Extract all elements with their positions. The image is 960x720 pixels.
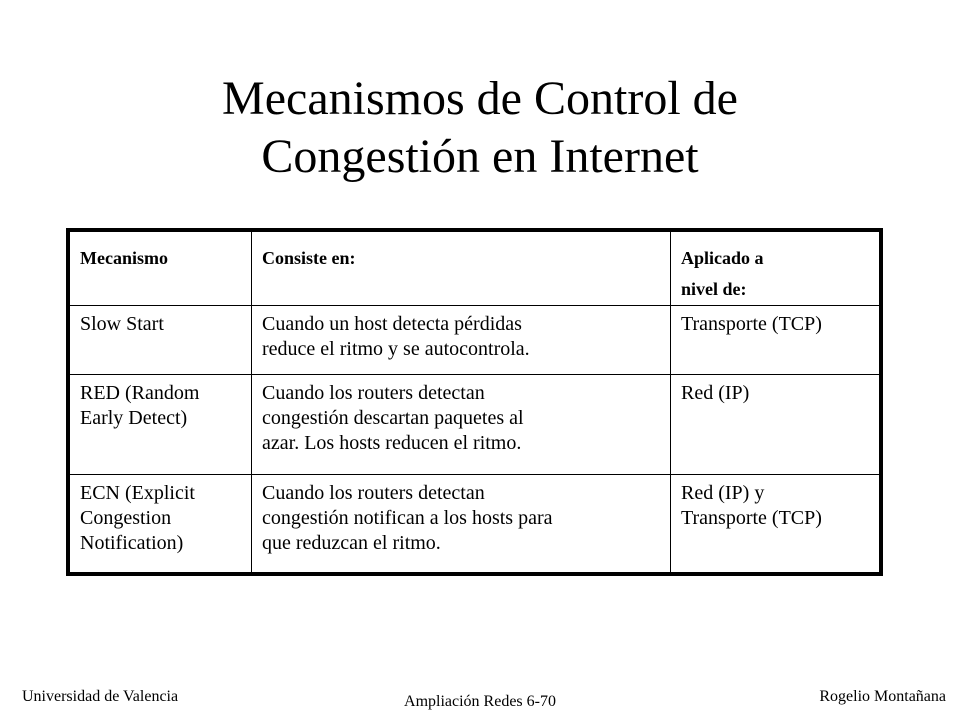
cell-line: Transporte (TCP) [681,507,822,529]
cell-line: congestión notifican a los hosts para [262,507,553,529]
table-header-row [70,232,880,306]
cell-line: Red (IP) [681,382,750,404]
slide-title [0,70,960,186]
footer-university: Universidad de Valencia [22,688,179,705]
cell-line: reduce el ritmo y se autocontrola. [262,338,530,360]
cell-line: Red (IP) y [681,482,765,504]
cell-description [252,475,671,573]
cell-level [671,306,880,375]
table-row [70,475,880,573]
cell-description [252,375,671,475]
table-row [70,375,880,475]
cell-level [671,475,880,573]
cell-mechanism [70,475,252,573]
cell-line: azar. Los hosts reducen el ritmo. [262,432,522,454]
cell-mechanism [70,306,252,375]
header-level [671,232,880,306]
cell-line: Transporte (TCP) [681,313,822,335]
mechanisms-table [66,228,883,576]
cell-line: que reduzcan el ritmo. [262,532,441,554]
cell-line: Notification) [80,532,184,554]
cell-level [671,375,880,475]
cell-line: ECN (Explicit [80,482,195,504]
header-level-line-1: Aplicado a [681,248,764,268]
cell-line: Congestion [80,507,172,529]
cell-line: Slow Start [80,313,164,335]
cell-line: Cuando un host detecta pérdidas [262,313,522,335]
header-mechanism: Mecanismo [70,232,252,306]
slide-title-line-1: Mecanismos de Control de [222,72,738,125]
slide-title-line-2: Congestión en Internet [261,130,699,183]
table-row [70,306,880,375]
footer-course-page: Ampliación Redes 6-70 [404,693,556,710]
footer-author: Rogelio Montañana [819,688,946,705]
cell-line: Cuando los routers detectan [262,482,485,504]
cell-description [252,306,671,375]
cell-line: congestión descartan paquetes al [262,407,524,429]
cell-mechanism [70,375,252,475]
header-level-line-2: nivel de: [681,279,747,299]
cell-line: RED (Random [80,382,200,404]
cell-line: Cuando los routers detectan [262,382,485,404]
header-description: Consiste en: [252,232,671,306]
cell-line: Early Detect) [80,407,188,429]
